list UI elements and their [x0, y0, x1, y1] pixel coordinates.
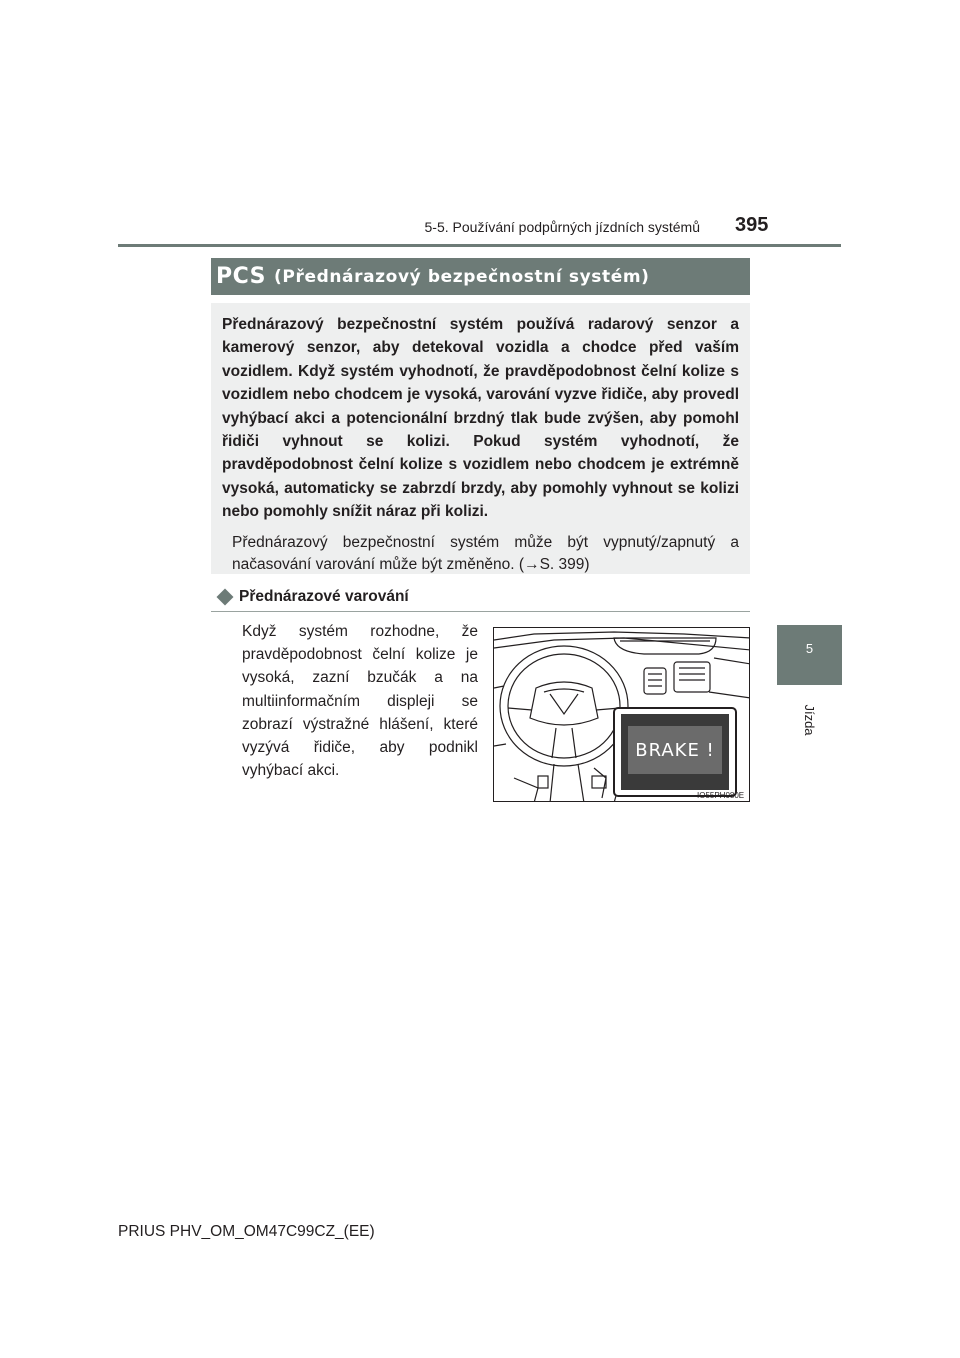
- page-number: 395: [735, 214, 769, 236]
- intro-note-ref: S. 399): [539, 555, 590, 573]
- section-title-abbr: PCS: [216, 264, 267, 289]
- intro-text: Přednárazový bezpečnostní systém používá radarový senzor a kamerový senzor, aby detekoval vozidla a chodce před vaším vozidlem. Když systém vyhodnotí, že pravděpodobnost čelní kolize s vozidlem nebo chodcem je vysoká, varování vyzve řidiče, aby provedl vyhýbací akci a potencionální brzdný tlak bude zvýšen, aby pomohl řidiči vyhnout se kolizi. Pokud systém vyhodnotí, že pravděpodobnost čelní kolize s vozidlem nebo chodcem je extrémně vysoká, automaticky se zabrzdí brzdy, aby pomohly vyhnout se kolizi nebo pomohly snížit náraz při kolizi.: [222, 316, 739, 521]
- dashboard-illustration: [493, 627, 750, 802]
- intro-box: [211, 303, 750, 574]
- dashboard-drawing: [494, 628, 750, 802]
- subsection-body: Když systém rozhodne, že pravděpodobnost čelní kolize je vysoká, zazní bzučák a na multiinformačním displeji se zobrazí výstražné hlášení, které vyzývá řidiče, aby podnikl vyhýbací akci.: [242, 623, 478, 780]
- intro-note: [222, 532, 739, 576]
- brake-warning-text: BRAKE !: [635, 740, 715, 761]
- subsection-heading-text: Přednárazové varování: [239, 588, 409, 605]
- section-title-bar: [211, 258, 750, 295]
- header-rule: [118, 244, 841, 247]
- section-title-full: (Přednárazový bezpečnostní systém): [274, 266, 650, 287]
- intro-note-text: Přednárazový bezpečnostní systém může být vypnutý/zapnutý a načasování varování může být změněno. (: [232, 533, 739, 573]
- chapter-tab-number: 5: [805, 641, 814, 656]
- subsection-heading: [218, 588, 409, 606]
- footer-doc-id: PRIUS PHV_OM_OM47C99CZ_(EE): [118, 1223, 375, 1240]
- chapter-tab-label: Jízda: [802, 704, 818, 736]
- illustration-code: IO55PH080E: [697, 791, 745, 800]
- subsection-rule: [211, 611, 750, 612]
- diamond-bullet-icon: [217, 589, 234, 606]
- running-header-section: 5-5. Používání podpůrných jízdních systémů: [424, 219, 700, 235]
- arrow-icon: →: [524, 555, 540, 573]
